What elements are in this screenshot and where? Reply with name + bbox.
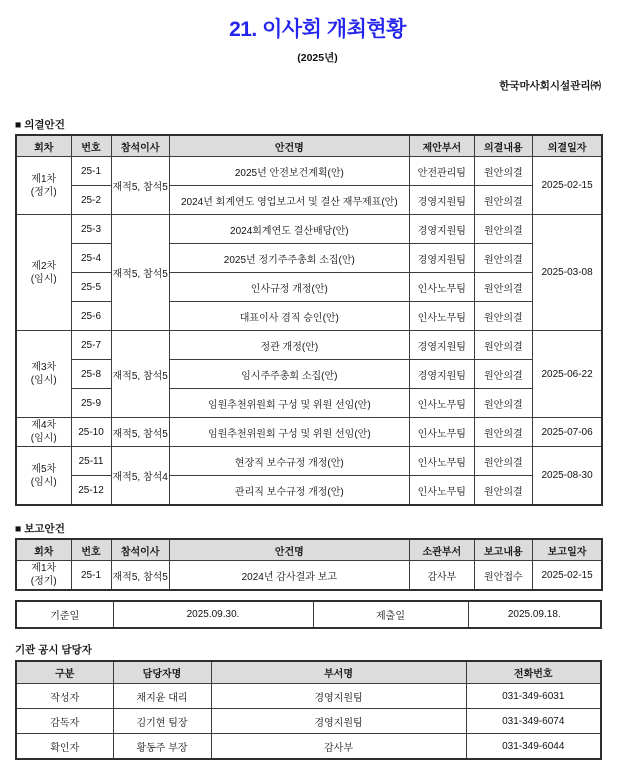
agenda-title: 2025년 정기주주총회 소집(안) bbox=[169, 244, 409, 273]
table-row bbox=[16, 157, 602, 186]
contact-phone: 031-349-6074 bbox=[466, 709, 601, 734]
col-header-team: 부서명 bbox=[211, 661, 466, 684]
table-row bbox=[16, 561, 602, 591]
table-row bbox=[16, 389, 602, 418]
agenda-no: 25-12 bbox=[71, 476, 111, 506]
session-name: 제1차 bbox=[31, 563, 57, 574]
agenda-no: 25-2 bbox=[71, 186, 111, 215]
contact-team: 감사부 bbox=[211, 734, 466, 760]
session-name: 제1차 bbox=[31, 173, 57, 185]
agenda-dept: 감사부 bbox=[409, 561, 474, 591]
session-cell bbox=[16, 447, 71, 506]
attendance-cell: 재적5, 참석4 bbox=[111, 447, 169, 506]
agenda-dept: 인사노무팀 bbox=[409, 418, 474, 447]
page-subtitle: (2025년) bbox=[297, 52, 338, 64]
agenda-no: 25-1 bbox=[71, 157, 111, 186]
report-table bbox=[15, 538, 603, 591]
contact-person: 김기현 팀장 bbox=[113, 709, 211, 734]
agenda-result: 원안의결 bbox=[474, 157, 532, 186]
resolution-section-label: ■ 의결안건 bbox=[15, 119, 65, 131]
agenda-date: 2025-02-15 bbox=[532, 561, 602, 591]
agenda-no: 25-6 bbox=[71, 302, 111, 331]
table-row bbox=[16, 186, 602, 215]
table-row bbox=[16, 273, 602, 302]
agenda-result: 원안의결 bbox=[474, 476, 532, 506]
agenda-no: 25-11 bbox=[71, 447, 111, 476]
session-cell bbox=[16, 331, 71, 418]
agenda-result: 원안의결 bbox=[474, 418, 532, 447]
col-header-attendance: 참석이사 bbox=[111, 135, 169, 157]
agenda-no: 25-9 bbox=[71, 389, 111, 418]
col-header-session: 회차 bbox=[16, 539, 71, 561]
table-row bbox=[16, 684, 601, 709]
agenda-date: 2025-07-06 bbox=[532, 418, 602, 447]
session-cell bbox=[16, 157, 71, 215]
session-name: 제5차 bbox=[31, 463, 57, 475]
company-name: 한국마사회시설관리㈜ bbox=[499, 80, 601, 92]
attendance-cell: 재적5, 참석5 bbox=[111, 331, 169, 418]
report-section-label: ■ 보고안건 bbox=[15, 523, 65, 535]
table-row bbox=[16, 302, 602, 331]
agenda-dept: 안전관리팀 bbox=[409, 157, 474, 186]
col-header-no: 번호 bbox=[71, 135, 111, 157]
contact-team: 경영지원팀 bbox=[211, 709, 466, 734]
session-type: (임시) bbox=[30, 433, 57, 444]
agenda-result: 원안의결 bbox=[474, 244, 532, 273]
agenda-no: 25-4 bbox=[71, 244, 111, 273]
page-title: 21. 이사회 개최현황 bbox=[229, 18, 406, 41]
col-header-dept: 제안부서 bbox=[409, 135, 474, 157]
agenda-no: 25-7 bbox=[71, 331, 111, 360]
agenda-title: 임원추천위원회 구성 및 위원 선임(안) bbox=[169, 389, 409, 418]
agenda-title: 2024년 회계연도 영업보고서 및 결산 재무제표(안) bbox=[169, 186, 409, 215]
contact-role: 확인자 bbox=[16, 734, 113, 760]
base-date-value: 2025.09.30. bbox=[113, 601, 313, 628]
agenda-result: 원안의결 bbox=[474, 360, 532, 389]
agenda-result: 원안의결 bbox=[474, 273, 532, 302]
agenda-result: 원안의결 bbox=[474, 186, 532, 215]
session-name: 제4차 bbox=[31, 420, 57, 431]
agenda-title: 현장직 보수규정 개정(안) bbox=[169, 447, 409, 476]
agenda-dept: 인사노무팀 bbox=[409, 273, 474, 302]
session-type: (정기) bbox=[30, 186, 57, 198]
submit-date-value: 2025.09.18. bbox=[468, 601, 601, 628]
agenda-dept: 인사노무팀 bbox=[409, 389, 474, 418]
agenda-dept: 인사노무팀 bbox=[409, 476, 474, 506]
agenda-title: 2024년 감사결과 보고 bbox=[169, 561, 409, 591]
col-header-result: 보고내용 bbox=[474, 539, 532, 561]
agenda-result: 원안의결 bbox=[474, 215, 532, 244]
session-name: 제2차 bbox=[31, 260, 57, 272]
contact-phone: 031-349-6031 bbox=[466, 684, 601, 709]
agenda-dept: 경영지원팀 bbox=[409, 186, 474, 215]
agenda-no: 25-8 bbox=[71, 360, 111, 389]
session-type: (임시) bbox=[30, 273, 57, 285]
contact-person: 채지윤 대리 bbox=[113, 684, 211, 709]
table-row bbox=[16, 601, 601, 628]
agenda-title: 관리직 보수규정 개정(안) bbox=[169, 476, 409, 506]
agenda-no: 25-3 bbox=[71, 215, 111, 244]
agenda-dept: 인사노무팀 bbox=[409, 447, 474, 476]
attendance-cell: 재적5, 참석5 bbox=[111, 561, 169, 591]
dates-table bbox=[15, 600, 602, 629]
agenda-date: 2025-02-15 bbox=[532, 157, 602, 215]
agenda-result: 원안의결 bbox=[474, 389, 532, 418]
contacts-section-label: 기관 공시 담당자 bbox=[15, 644, 92, 656]
agenda-date: 2025-03-08 bbox=[532, 215, 602, 331]
resolution-header-row bbox=[16, 135, 602, 157]
contact-phone: 031-349-6044 bbox=[466, 734, 601, 760]
contacts-table bbox=[15, 660, 602, 760]
base-date-label: 기준일 bbox=[16, 601, 113, 628]
contacts-header-row bbox=[16, 661, 601, 684]
agenda-title: 인사규정 개정(안) bbox=[169, 273, 409, 302]
submit-date-label: 제출일 bbox=[313, 601, 468, 628]
col-header-role: 구분 bbox=[16, 661, 113, 684]
agenda-title: 임원추천위원회 구성 및 위원 선임(안) bbox=[169, 418, 409, 447]
col-header-attendance: 참석이사 bbox=[111, 539, 169, 561]
table-row bbox=[16, 418, 602, 447]
agenda-title: 대표이사 겸직 승인(안) bbox=[169, 302, 409, 331]
col-header-person: 담당자명 bbox=[113, 661, 211, 684]
agenda-dept: 경영지원팀 bbox=[409, 360, 474, 389]
session-type: (임시) bbox=[30, 375, 57, 386]
attendance-cell: 재적5, 참석5 bbox=[111, 215, 169, 331]
agenda-no: 25-5 bbox=[71, 273, 111, 302]
table-row bbox=[16, 215, 602, 244]
col-header-title: 안건명 bbox=[169, 539, 409, 561]
attendance-cell: 재적5, 참석5 bbox=[111, 157, 169, 215]
session-cell bbox=[16, 561, 71, 591]
attendance-cell: 재적5, 참석5 bbox=[111, 418, 169, 447]
table-row bbox=[16, 360, 602, 389]
col-header-phone: 전화번호 bbox=[466, 661, 601, 684]
col-header-dept: 소관부서 bbox=[409, 539, 474, 561]
session-type: (임시) bbox=[30, 476, 57, 488]
report-header-row bbox=[16, 539, 602, 561]
agenda-no: 25-1 bbox=[71, 561, 111, 591]
session-cell bbox=[16, 418, 71, 447]
agenda-title: 정관 개정(안) bbox=[169, 331, 409, 360]
agenda-result: 원안의결 bbox=[474, 331, 532, 360]
session-cell bbox=[16, 215, 71, 331]
table-row bbox=[16, 244, 602, 273]
agenda-dept: 경영지원팀 bbox=[409, 244, 474, 273]
agenda-date: 2025-06-22 bbox=[532, 331, 602, 418]
agenda-date: 2025-08-30 bbox=[532, 447, 602, 506]
agenda-dept: 인사노무팀 bbox=[409, 302, 474, 331]
agenda-result: 원안접수 bbox=[474, 561, 532, 591]
session-type: (정기) bbox=[30, 576, 57, 587]
col-header-no: 번호 bbox=[71, 539, 111, 561]
agenda-result: 원안의결 bbox=[474, 302, 532, 331]
col-header-session: 회차 bbox=[16, 135, 71, 157]
session-name: 제3차 bbox=[31, 362, 57, 373]
agenda-dept: 경영지원팀 bbox=[409, 331, 474, 360]
table-row bbox=[16, 447, 602, 476]
contact-team: 경영지원팀 bbox=[211, 684, 466, 709]
col-header-result: 의결내용 bbox=[474, 135, 532, 157]
table-row bbox=[16, 331, 602, 360]
agenda-title: 2025년 안전보건계획(안) bbox=[169, 157, 409, 186]
agenda-title: 2024회계연도 결산배당(안) bbox=[169, 215, 409, 244]
agenda-dept: 경영지원팀 bbox=[409, 215, 474, 244]
agenda-no: 25-10 bbox=[71, 418, 111, 447]
contact-role: 감독자 bbox=[16, 709, 113, 734]
col-header-title: 안건명 bbox=[169, 135, 409, 157]
contact-role: 작성자 bbox=[16, 684, 113, 709]
agenda-result: 원안의결 bbox=[474, 447, 532, 476]
agenda-title: 임시주주총회 소집(안) bbox=[169, 360, 409, 389]
contact-person: 황동주 부장 bbox=[113, 734, 211, 760]
resolution-table bbox=[15, 134, 603, 506]
col-header-date: 의결일자 bbox=[532, 135, 602, 157]
table-row bbox=[16, 709, 601, 734]
table-row bbox=[16, 476, 602, 506]
col-header-date: 보고일자 bbox=[532, 539, 602, 561]
table-row bbox=[16, 734, 601, 760]
